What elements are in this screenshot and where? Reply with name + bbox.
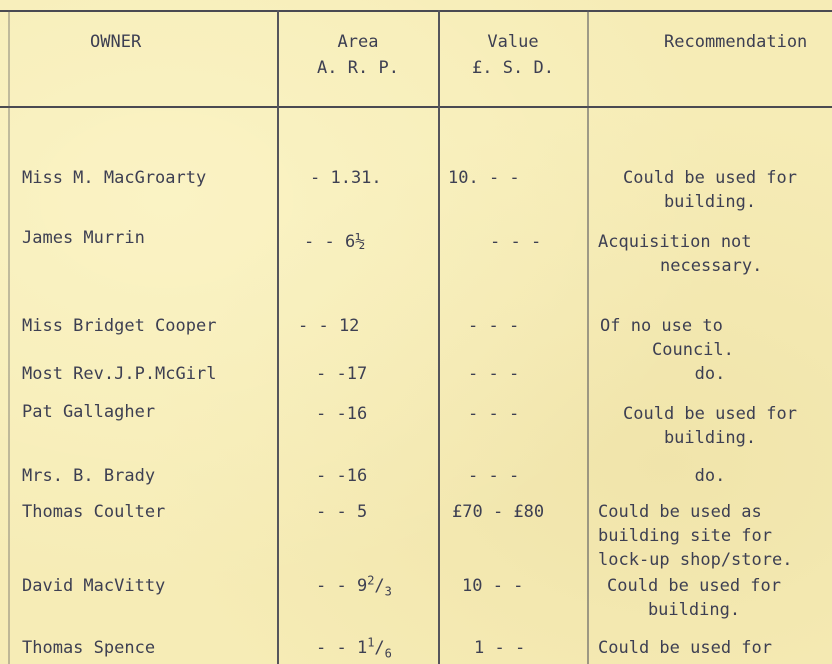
area-cell: - 1.31. [310, 168, 382, 188]
header-recommendation: Recommendation [664, 32, 808, 52]
area-cell: - - 5 [316, 502, 368, 522]
recommendation-line: Could be used for [598, 638, 772, 658]
value-cell: - - - [468, 466, 520, 486]
area-cell: - -16 [316, 466, 368, 486]
header-owner: OWNER [90, 32, 142, 52]
owner-cell: Thomas Spence [22, 638, 156, 658]
recommendation-line: Council. [652, 340, 734, 360]
recommendation-line: Of no use to [600, 316, 723, 336]
area-cell: - -17 [316, 364, 368, 384]
owner-cell: Thomas Coulter [22, 502, 166, 522]
value-cell: 10 - - [462, 576, 524, 596]
recommendation-line: Could be used for [623, 404, 797, 424]
recommendation-line: do. [694, 364, 726, 384]
owner-cell: James Murrin [22, 228, 145, 248]
recommendation-line: building site for [598, 526, 772, 546]
area-whole: - - 9 [316, 576, 368, 596]
area-cell: - - 6½ [304, 232, 366, 252]
recommendation-line: building. [647, 600, 741, 620]
table-top-rule [0, 10, 832, 12]
recommendation-line: lock-up shop/store. [598, 550, 793, 570]
value-cell: 1 - - [474, 638, 526, 658]
column-divider-1 [277, 10, 279, 664]
area-cell: - - $1^1/_6$ [316, 635, 392, 661]
header-area-units: A. R. P. [317, 58, 399, 78]
value-cell: £70 - £80 [452, 502, 545, 522]
owner-cell: Miss Bridget Cooper [22, 316, 217, 336]
value-cell: - - - [468, 364, 520, 384]
header-bottom-rule [0, 106, 832, 108]
area-denominator: 6 [384, 646, 392, 661]
area-cell: - - $9^2/_3$ [316, 573, 392, 599]
column-divider-3 [587, 10, 589, 664]
recommendation-line: necessary. [660, 256, 763, 276]
area-numerator: 2 [367, 573, 375, 588]
header-value: Value [487, 32, 539, 52]
margin-mark [8, 10, 10, 664]
header-area: Area [337, 32, 379, 52]
column-divider-2 [438, 10, 440, 664]
recommendation-line: Could be used for [607, 576, 781, 596]
recommendation-line: building. [663, 192, 757, 212]
recommendation-line: Could be used for [623, 168, 797, 188]
value-cell: - - - [468, 316, 520, 336]
area-whole: - - 1 [316, 638, 368, 658]
value-cell: - - - [468, 404, 520, 424]
header-value-units: £. S. D. [472, 58, 554, 78]
area-cell: - - 12 [298, 316, 360, 336]
recommendation-line: Could be used as [598, 502, 762, 522]
owner-cell: Miss M. MacGroarty [22, 168, 207, 188]
owner-cell: David MacVitty [22, 576, 166, 596]
owner-cell: Most Rev.J.P.McGirl [22, 364, 217, 384]
recommendation-line: do. [694, 466, 726, 486]
area-cell: - -16 [316, 404, 368, 424]
recommendation-line: Acquisition not [598, 232, 752, 252]
value-cell: - - - [490, 232, 542, 252]
owner-cell: Pat Gallagher [22, 402, 156, 422]
value-cell: 10. - - [448, 168, 520, 188]
recommendation-line: building. [663, 428, 757, 448]
area-denominator: 3 [384, 584, 392, 599]
area-numerator: 1 [367, 635, 375, 650]
owner-cell: Mrs. B. Brady [22, 466, 156, 486]
